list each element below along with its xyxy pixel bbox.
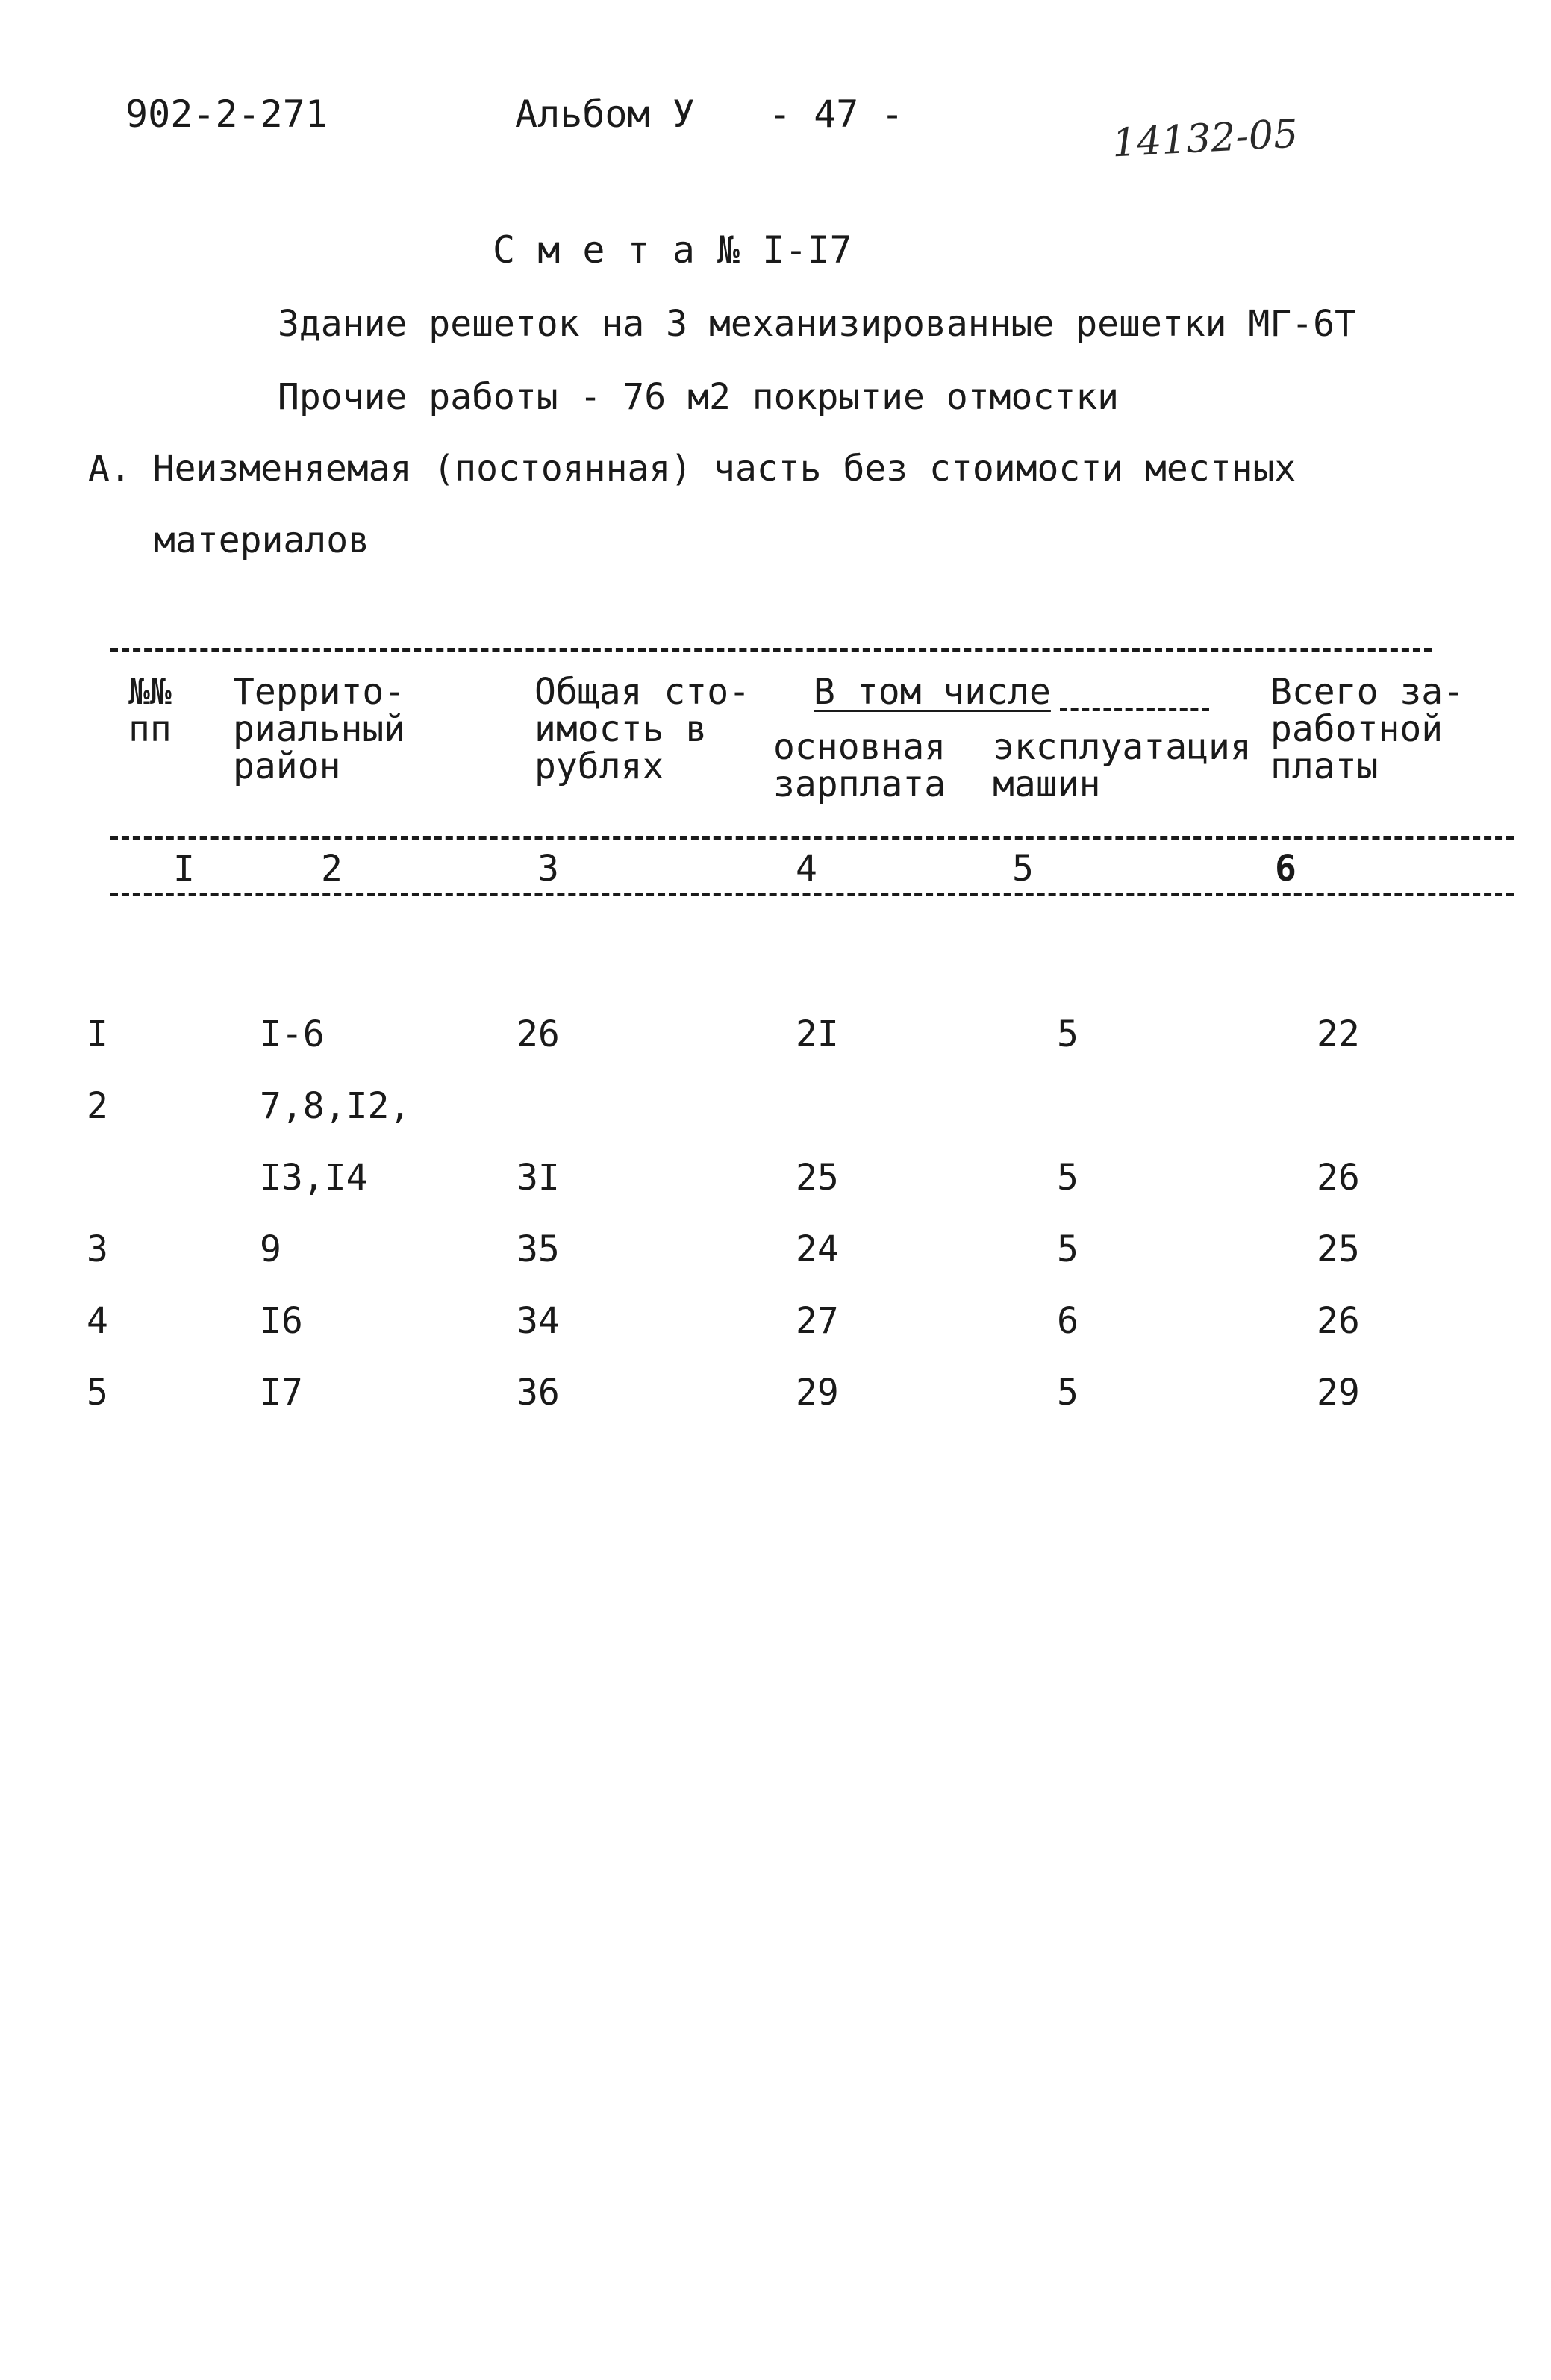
territorial-region: I-6 <box>260 1013 325 1055</box>
header-col-number-line-2: пп <box>128 708 172 750</box>
column-number-3: 3 <box>537 848 559 890</box>
handwritten-number: 14132-05 <box>1111 111 1299 166</box>
territorial-region: 7,8,I2, <box>260 1085 411 1127</box>
header-col-salary-line-1: основная <box>773 726 946 768</box>
total-cost: 35 <box>517 1228 560 1270</box>
document-code: 902-2-271 <box>125 93 328 136</box>
territorial-region: I7 <box>260 1372 303 1414</box>
header-bottom-rule <box>110 836 1514 840</box>
total-wages: 26 <box>1317 1157 1360 1199</box>
machine-operation: 5 <box>1057 1157 1079 1199</box>
row-number: 5 <box>87 1372 108 1414</box>
machine-operation: 6 <box>1057 1300 1079 1342</box>
column-number-5: 5 <box>1012 848 1034 890</box>
base-salary: 24 <box>796 1228 839 1270</box>
header-col-region-line-1: Террито- <box>233 671 406 713</box>
total-cost: 34 <box>517 1300 560 1342</box>
base-salary: 2I <box>796 1013 839 1055</box>
total-wages: 22 <box>1317 1013 1360 1055</box>
column-number-4: 4 <box>796 848 817 890</box>
machine-operation: 5 <box>1057 1013 1079 1055</box>
section-a-line-2: материалов <box>154 519 369 561</box>
header-col-wages-line-3: платы <box>1270 746 1379 787</box>
header-col-total <box>534 673 750 785</box>
header-col-region-line-2: риальный <box>233 708 406 750</box>
header-col-region <box>233 673 405 785</box>
row-number: 4 <box>87 1300 108 1342</box>
row-number: 3 <box>87 1228 108 1270</box>
total-cost: 3I <box>517 1157 560 1199</box>
header-group-label: В том числе <box>814 671 1051 713</box>
works-line: Прочие работы - 76 м2 покрытие отмостки <box>278 376 1120 418</box>
total-wages: 26 <box>1317 1300 1360 1342</box>
album-label: Альбом У <box>515 93 695 136</box>
header-col-total-line-1: Общая сто- <box>534 671 750 713</box>
column-number-1: I <box>173 848 195 890</box>
header-group-rule <box>1060 708 1209 711</box>
header-col-machines <box>993 728 1252 803</box>
page-number: - 47 - <box>769 93 904 136</box>
total-cost: 36 <box>517 1372 560 1414</box>
smeta-title: С м е т а № I-I7 <box>493 228 852 272</box>
total-cost: 26 <box>517 1013 560 1055</box>
column-number-2: 2 <box>321 848 343 890</box>
total-wages: 29 <box>1317 1372 1360 1414</box>
base-salary: 27 <box>796 1300 839 1342</box>
header-col-number <box>128 673 172 748</box>
territorial-region: I6 <box>260 1300 303 1342</box>
base-salary: 25 <box>796 1157 839 1199</box>
row-number: I <box>87 1013 108 1055</box>
building-line: Здание решеток на 3 механизированные решетки МГ-6Т <box>278 303 1356 345</box>
header-col-salary-line-2: зарплата <box>773 763 946 805</box>
header-col-wages <box>1270 673 1464 785</box>
section-a-line-1: А. Неизменяемая (постоянная) часть без стоимости местных <box>88 448 1296 490</box>
table-top-rule <box>110 648 1432 652</box>
machine-operation: 5 <box>1057 1372 1079 1414</box>
total-wages: 25 <box>1317 1228 1360 1270</box>
header-col-region-line-3: район <box>233 746 341 787</box>
column-numbers-bottom-rule <box>110 893 1514 896</box>
header-col-number-line-1: №№ <box>128 671 172 713</box>
row-number: 2 <box>87 1085 108 1127</box>
territorial-region: 9 <box>260 1228 281 1270</box>
header-col-wages-line-2: работной <box>1270 708 1444 750</box>
header-col-salary <box>773 728 946 803</box>
header-col-wages-line-1: Всего за- <box>1270 671 1465 713</box>
column-number-6: 6 <box>1275 848 1296 890</box>
base-salary: 29 <box>796 1372 839 1414</box>
header-col-total-line-2: имость в <box>534 708 708 750</box>
header-col-total-line-3: рублях <box>534 746 664 787</box>
header-col-machines-line-1: эксплуатация <box>993 726 1252 768</box>
machine-operation: 5 <box>1057 1228 1079 1270</box>
header-col-machines-line-2: машин <box>993 763 1101 805</box>
territorial-region: I3,I4 <box>260 1157 368 1199</box>
